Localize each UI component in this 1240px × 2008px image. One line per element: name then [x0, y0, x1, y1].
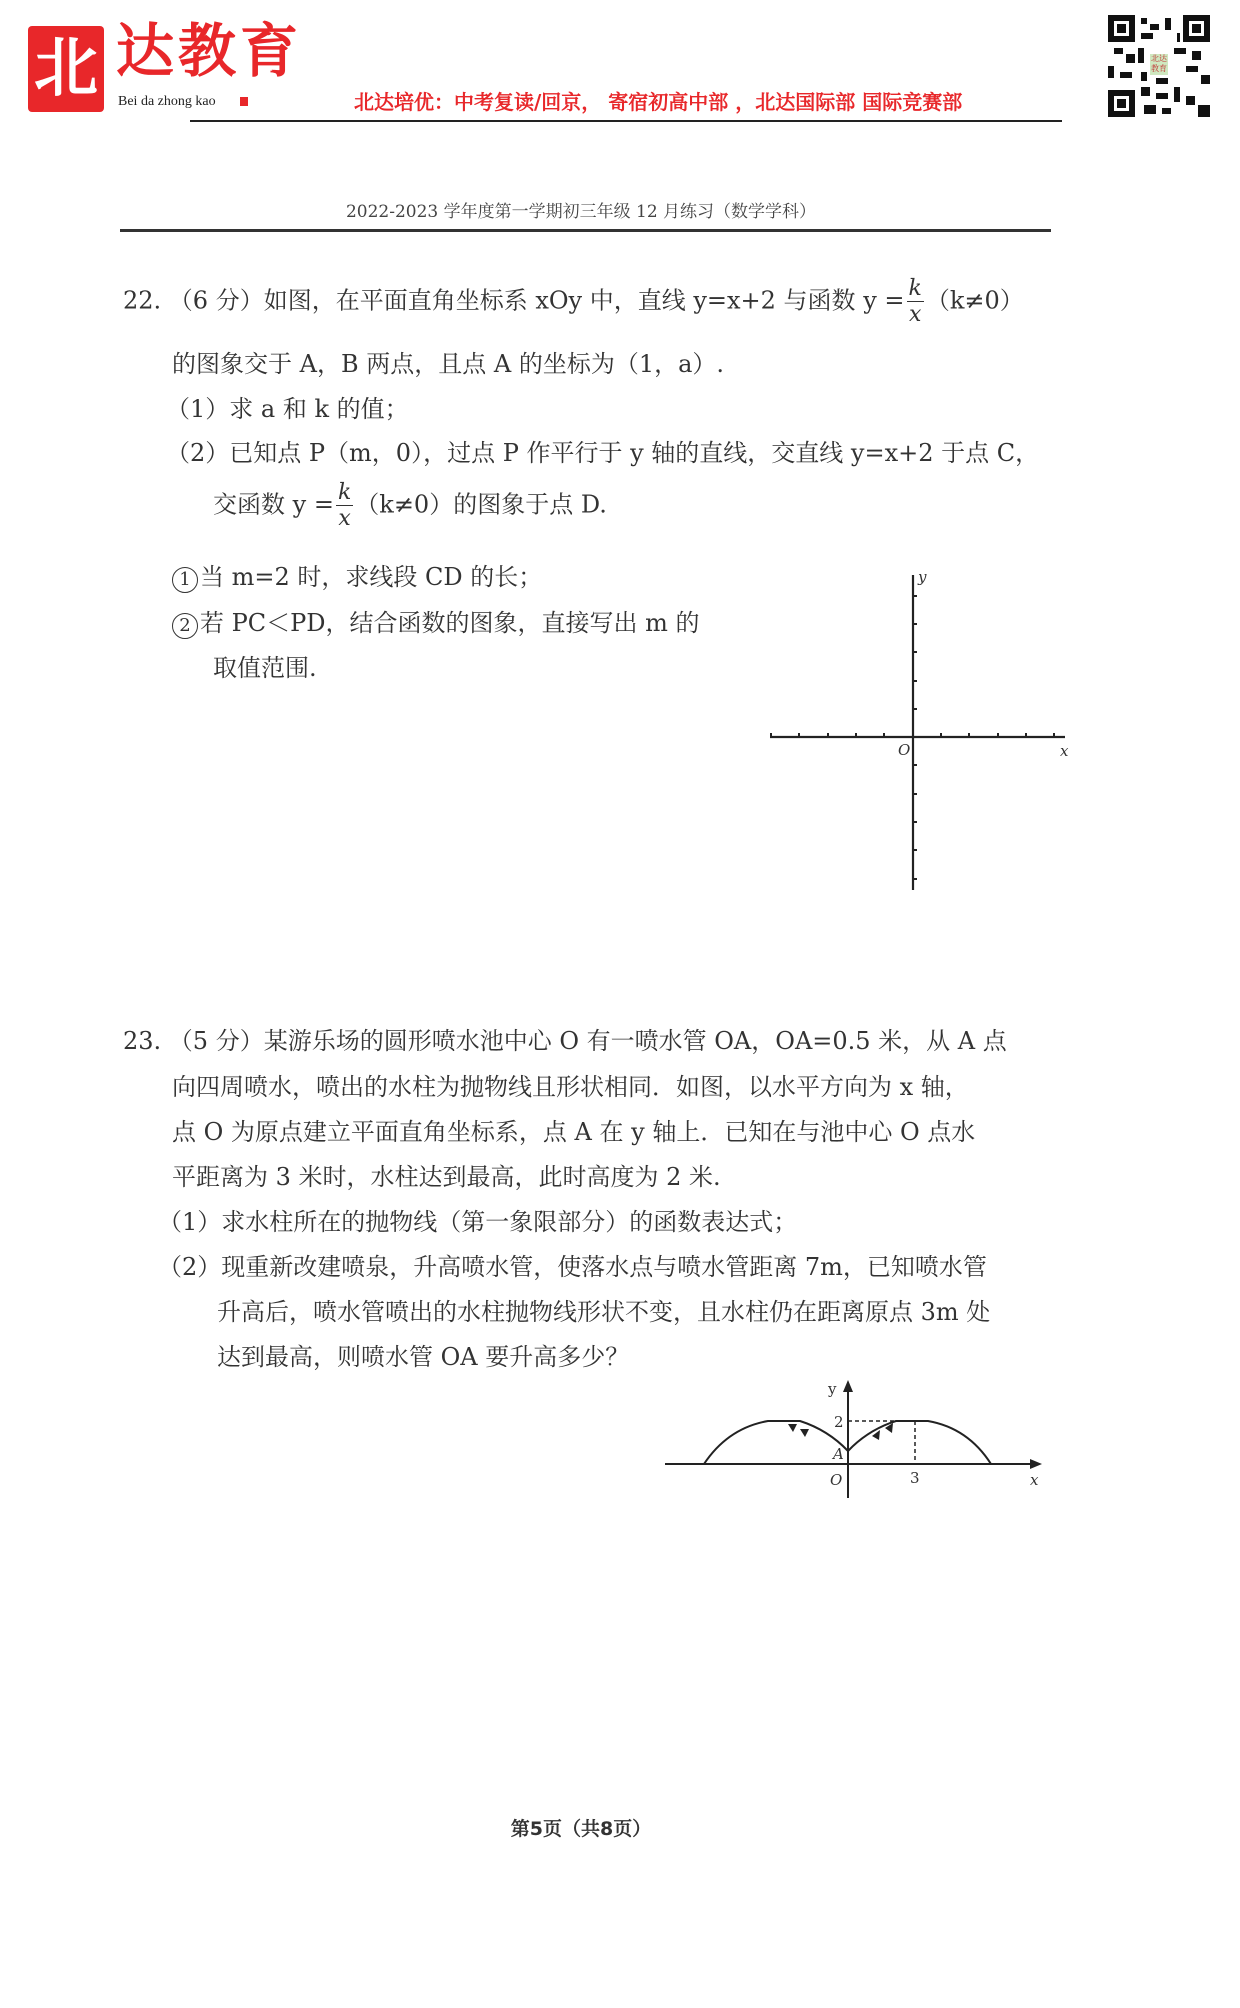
brand-name: 达教育	[116, 17, 303, 85]
q23-part-2-end: 达到最高，则喷水管 OA 要升高多少？	[217, 1343, 630, 1371]
left-water-arc	[704, 1421, 848, 1464]
circled-number-1: 1	[172, 567, 198, 593]
y-axis-label: y	[828, 1380, 837, 1398]
q22-sub-1	[172, 563, 542, 593]
tick-label-3: 3	[910, 1469, 920, 1487]
q22-function-label: 交函数 y =	[213, 490, 334, 519]
q22-sub-2-text: 若 PC＜PD，结合函数的图象，直接写出 m 的	[200, 609, 700, 637]
tick-label-2: 2	[834, 1413, 844, 1431]
q23-line-1: 23. （5 分）某游乐场的圆形喷水池中心 O 有一喷水管 OA，OA=0.5 米，从 A 点	[123, 1027, 1007, 1055]
fraction-numerator: k	[337, 480, 352, 505]
q22-part-1: （1）求 a 和 k 的值；	[166, 395, 409, 423]
y-axis-label: y	[918, 570, 927, 586]
document-title: 2022-2023 学年度第一学期初三年级 12 月练习（数学学科）	[345, 202, 817, 222]
q22-part-2: （2）已知点 P（m，0），过点 P 作平行于 y 轴的直线，交直线 y=x+2 于点 C，	[166, 439, 1040, 467]
x-axis-label: x	[1060, 742, 1069, 760]
right-water-arc	[848, 1421, 991, 1464]
fountain-diagram	[650, 1370, 1070, 1520]
fraction-numerator: k	[908, 276, 922, 301]
q23-line-2: 向四周喷水，喷出的水柱为抛物线且形状相同．如图，以水平方向为 x 轴，	[172, 1073, 969, 1101]
q22-line-2: 的图象交于 A，B 两点，且点 A 的坐标为（1，a）.	[172, 350, 725, 378]
fraction-k-over-x	[336, 482, 353, 530]
q22-sub-2-cont: 取值范围.	[213, 654, 317, 682]
point-a-label: A	[833, 1445, 844, 1463]
q23-part-2: （2）现重新改建喷泉，升高喷水管，使落水点与喷水管距离 7m，已知喷水管	[158, 1253, 987, 1281]
fraction-k-over-x	[907, 278, 924, 326]
q22-coordinate-grid	[760, 570, 1090, 900]
q22-part-2-cont	[213, 482, 607, 530]
title-divider	[120, 229, 1051, 232]
q22-sub-2	[172, 609, 700, 639]
q23-part-2-cont: 升高后，喷水管喷出的水柱抛物线形状不变，且水柱仍在距离原点 3m 处	[217, 1298, 991, 1326]
q22-sub-1-text: 当 m=2 时，求线段 CD 的长；	[200, 563, 543, 591]
fraction-denominator: x	[338, 506, 351, 531]
q23-part-1: （1）求水柱所在的抛物线（第一象限部分）的函数表达式；	[158, 1208, 798, 1236]
x-arrow-icon	[1030, 1459, 1042, 1469]
header-slogan: 北达培优：中考复读/回京， 寄宿初高中部 ，北达国际部 国际竞赛部	[354, 90, 963, 114]
qr-center-label: 北达教育	[1151, 54, 1167, 73]
fraction-denominator: x	[908, 302, 922, 327]
q22-part-2-end: （k≠0）的图象于点 D.	[355, 490, 607, 519]
brand-pinyin: Bei da zhong kao	[118, 94, 216, 109]
q23-line-3: 点 O 为原点建立平面直角坐标系，点 A 在 y 轴上．已知在与池中心 O 点水	[172, 1118, 976, 1146]
brand-dot	[240, 97, 248, 106]
circled-number-2: 2	[172, 613, 198, 639]
q22-stem: 22. （6 分）如图，在平面直角坐标系 xOy 中，直线 y=x+2 与函数 y =	[123, 286, 905, 315]
logo: 北	[28, 26, 104, 112]
origin-label: O	[830, 1471, 843, 1489]
y-arrow-icon	[843, 1380, 853, 1392]
x-axis-label: x	[1030, 1471, 1039, 1489]
page-number: 第5页（共8页）	[510, 1818, 652, 1840]
q22-line-1	[123, 278, 1024, 326]
q23-line-4: 平距离为 3 米时，水柱达到最高，此时高度为 2 米.	[172, 1163, 721, 1191]
header-divider	[190, 120, 1062, 122]
q22-condition: （k≠0）	[925, 286, 1024, 315]
origin-label: O	[898, 741, 911, 759]
